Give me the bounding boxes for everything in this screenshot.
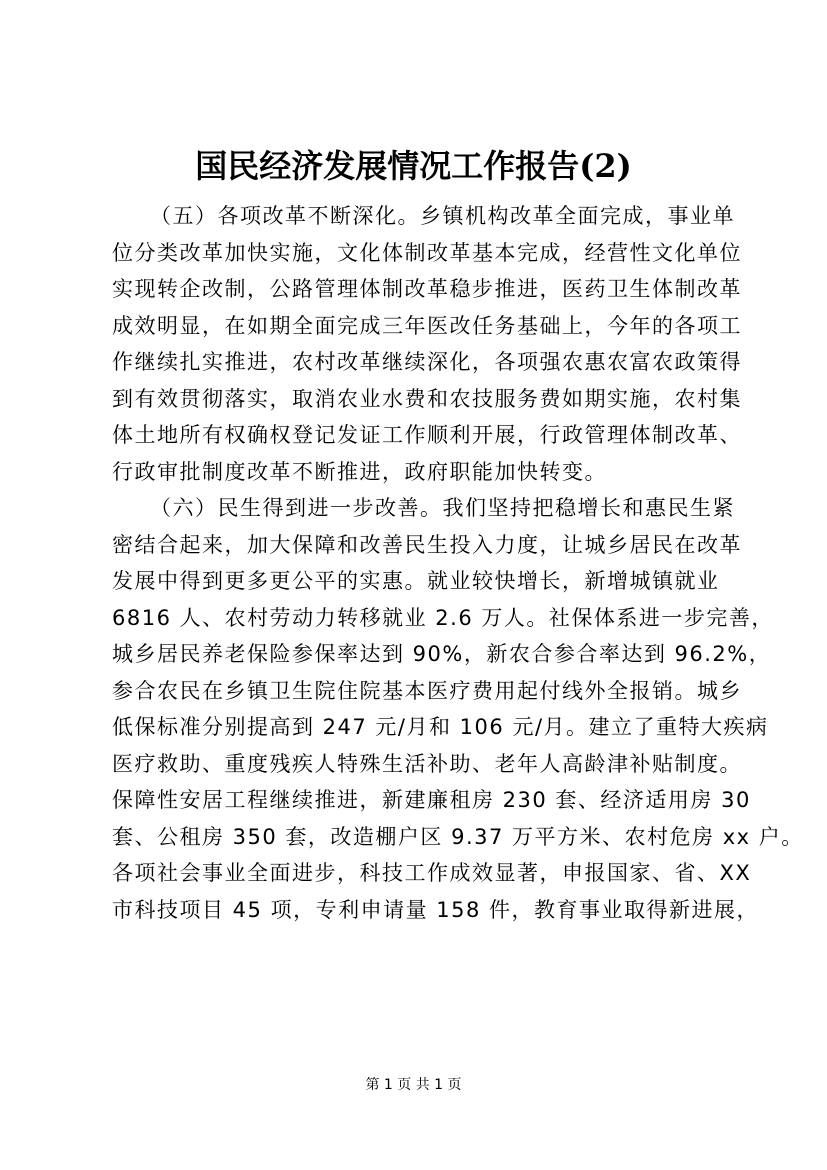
page-footer: 第 1 页 共 1 页 xyxy=(365,1077,462,1093)
paragraph-line: 发展中得到更多更公平的实惠。就业较快增长，新增城镇就业 xyxy=(112,569,720,593)
paragraph-line: 保障性安居工程继续推进，新建廉租房 230 套、经济适用房 30 xyxy=(112,788,751,812)
paragraph-line: 到有效贯彻落实，取消农业水费和农技服务费如期实施，农村集 xyxy=(112,386,742,411)
paragraph-line: 行政审批制度改革不断推进，政府职能加快转变。 xyxy=(112,459,607,484)
paragraph-reform xyxy=(112,198,742,490)
paragraph-line: 作继续扎实推进，农村改革继续深化，各项强农惠农富农政策得 xyxy=(112,350,742,374)
paragraph-line: 成效明显，在如期全面完成三年医改任务基础上，今年的各项工 xyxy=(112,313,742,338)
paragraph-line: 参合农民在乡镇卫生院住院基本医疗费用起付线外全报销。城乡 xyxy=(112,678,742,703)
paragraph-line: （六）民生得到进一步改善。我们坚持把稳增长和惠民生紧 xyxy=(150,496,735,520)
paragraph-line: 实现转企改制，公路管理体制改革稳步推进，医药卫生体制改革 xyxy=(112,277,742,301)
paragraph-line: 位分类改革加快实施，文化体制改革基本完成，经营性文化单位 xyxy=(112,240,742,265)
paragraph-line: 低保标准分别提高到 247 元/月和 106 元/月。建立了重特大疾病 xyxy=(112,715,769,739)
paragraph-line: 医疗救助、重度残疾人特殊生活补助、老年人高龄津补贴制度。 xyxy=(112,751,742,776)
document-body xyxy=(112,198,804,928)
paragraph-line: 体土地所有权确权登记发证工作顺利开展，行政管理体制改革、 xyxy=(112,423,742,447)
paragraph-line: （五）各项改革不断深化。乡镇机构改革全面完成，事业单 xyxy=(150,204,735,228)
paragraph-line: 市科技项目 45 项，专利申请量 158 件，教育事业取得新进展， xyxy=(112,897,760,922)
paragraph-line: 密结合起来，加大保障和改善民生投入力度，让城乡居民在改革 xyxy=(112,532,742,557)
paragraph-line: 6816 人、农村劳动力转移就业 2.6 万人。社保体系进一步完善， xyxy=(112,605,774,630)
document-title: 国民经济发展情况工作报告(2) xyxy=(195,147,632,185)
paragraph-line: 套、公租房 350 套，改造棚户区 9.37 万平方米、农村危房 xx 户。 xyxy=(112,824,804,849)
paragraph-line: 城乡居民养老保险参保率达到 90%，新农合参合率达到 96.2%， xyxy=(112,642,772,666)
paragraph-livelihood xyxy=(112,490,804,928)
paragraph-line: 各项社会事业全面进步，科技工作成效显著，申报国家、省、XX xyxy=(112,861,752,885)
